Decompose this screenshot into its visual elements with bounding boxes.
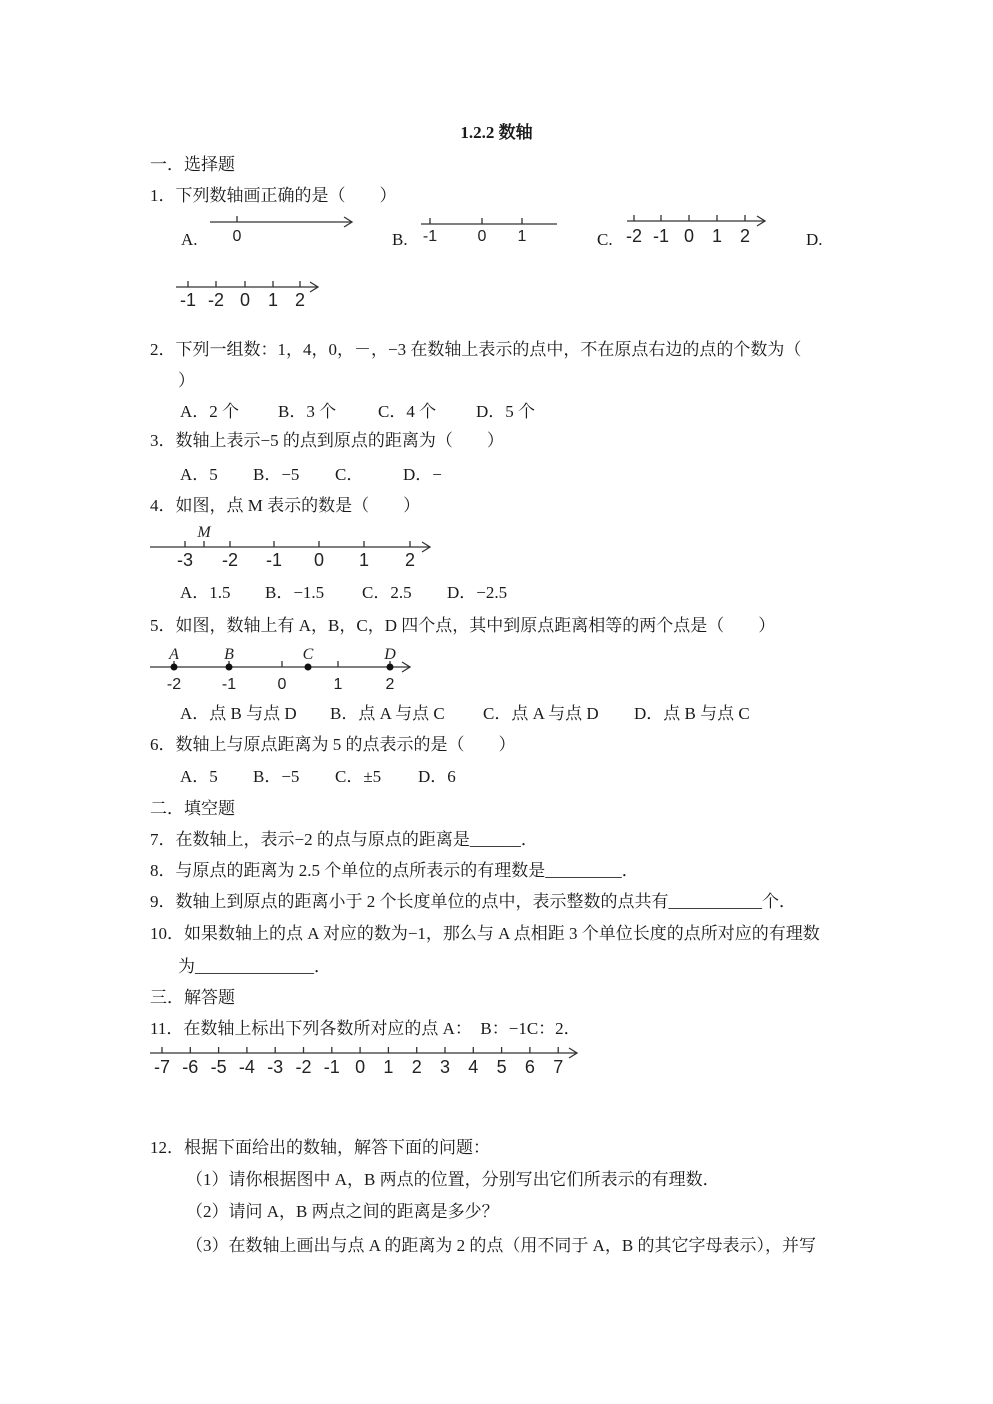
tick-label: -2	[625, 226, 643, 246]
tick-label: 0	[355, 1057, 366, 1077]
question-3-option-d: D．−	[403, 465, 442, 484]
tick-label: 0	[239, 290, 251, 310]
tick-label: 0	[477, 228, 487, 245]
question-4-stem: 4．如图，点 M 表示的数是（ ）	[150, 496, 421, 515]
tick-label: 1	[333, 676, 343, 693]
question-3-stem: 3．数轴上表示−5 的点到原点的距离为（ ）	[150, 431, 504, 450]
q5-number-line	[145, 640, 417, 694]
q1-number-line-d	[170, 270, 325, 312]
tick-label: 1	[358, 550, 370, 570]
question-4-option-c: C．2.5	[362, 583, 412, 602]
point-b-dot	[226, 664, 233, 671]
question-2-stem-continued: ）	[178, 371, 195, 390]
page-title: 1.2.2 数轴	[460, 123, 533, 142]
question-11-stem: 11．在数轴上标出下列各数所对应的点 A： B：−1C：2．	[150, 1019, 581, 1038]
question-3-option-a: A．5	[180, 465, 218, 484]
tick-label: 1	[711, 226, 723, 246]
tick-label: -1	[422, 228, 438, 245]
question-6-option-a: A．5	[180, 767, 218, 786]
tick-label: -5	[210, 1057, 227, 1077]
tick-label: 3	[439, 1057, 451, 1077]
question-10-stem: 10．如果数轴上的点 A 对应的数为−1，那么与 A 点相距 3 个单位长度的点所对应的有理数	[150, 924, 820, 943]
tick-label: 2	[739, 226, 751, 246]
question-6-stem: 6．数轴上与原点距离为 5 的点表示的是（ ）	[150, 735, 516, 754]
tick-label: -7	[153, 1057, 171, 1077]
tick-label: 1	[383, 1057, 394, 1077]
question-1-option-a: A.	[181, 230, 198, 249]
point-a-label: A	[169, 646, 179, 663]
question-12-part-3: （3）在数轴上画出与点 A 的距离为 2 的点（用不同于 A，B 的其它字母表示），并写	[186, 1236, 816, 1255]
question-5-option-b: B．点 A 与点 C	[330, 704, 445, 723]
tick-label: 2	[294, 290, 306, 310]
tick-label: -1	[323, 1057, 340, 1077]
tick-label: 6	[524, 1057, 535, 1077]
question-12-stem: 12．根据下面给出的数轴，解答下面的问题：	[150, 1138, 490, 1157]
question-2-option-c: C．4 个	[378, 402, 437, 421]
point-c-label: C	[302, 646, 314, 663]
tick-label: -1	[179, 290, 197, 310]
tick-label: 5	[496, 1057, 507, 1077]
q1-number-line-b	[415, 205, 565, 247]
question-8: 8．与原点的距离为 2.5 个单位的点所表示的有理数是_________．	[150, 861, 639, 880]
question-1-option-d: D.	[806, 230, 823, 249]
section-heading-fill-in: 二．填空题	[150, 799, 235, 818]
q11-number-line	[145, 1040, 585, 1080]
point-c-dot	[305, 664, 312, 671]
question-2-option-a: A．2 个	[180, 402, 240, 421]
question-5-option-a: A．点 B 与点 D	[180, 704, 297, 723]
tick-label: 2	[385, 676, 395, 693]
point-a-dot	[171, 664, 178, 671]
question-2-option-b: B．3 个	[278, 402, 337, 421]
question-4-option-a: A．1.5	[180, 583, 231, 602]
tick-label: -1	[652, 226, 670, 246]
question-12-part-2: （2）请问 A，B 两点之间的距离是多少？	[186, 1202, 499, 1221]
q4-number-line	[145, 520, 437, 572]
tick-label: 2	[404, 550, 416, 570]
point-d-label: D	[384, 646, 396, 663]
tick-label: 1	[267, 290, 279, 310]
tick-label: -4	[238, 1057, 255, 1077]
question-3-option-b: B．−5	[253, 465, 300, 484]
question-2-stem: 2．下列一组数：1，4，0，－，−3 在数轴上表示的点中，不在原点右边的点的个数为（	[150, 340, 802, 359]
question-1-stem: 1．下列数轴画正确的是（ ）	[150, 186, 397, 205]
question-4-option-d: D．−2.5	[447, 583, 508, 602]
tick-label: 0	[313, 550, 325, 570]
tick-label: -1	[221, 676, 237, 693]
tick-label: 1	[517, 228, 527, 245]
tick-label: 2	[411, 1057, 422, 1077]
question-6-option-b: B．−5	[253, 767, 300, 786]
tick-label: 4	[468, 1057, 479, 1077]
section-heading-solve: 三．解答题	[150, 988, 235, 1007]
question-4-option-b: B．−1.5	[265, 583, 325, 602]
point-m-label: M	[197, 524, 211, 541]
question-3-option-c: C．	[335, 465, 364, 484]
question-12-part-1: （1）请你根据图中 A，B 两点的位置，分别写出它们所表示的有理数．	[186, 1170, 720, 1189]
point-d-dot	[387, 664, 394, 671]
tick-label: -6	[182, 1057, 199, 1077]
question-6-option-c: C．±5	[335, 767, 382, 786]
tick-label: -2	[207, 290, 225, 310]
question-5-option-c: C．点 A 与点 D	[483, 704, 599, 723]
question-2-option-d: D．5 个	[476, 402, 536, 421]
question-7: 7．在数轴上，表示−2 的点与原点的距离是______．	[150, 830, 538, 849]
tick-label: -2	[166, 676, 182, 693]
tick-label: 0	[232, 228, 242, 245]
question-1-option-b: B.	[392, 230, 408, 249]
question-5-stem: 5．如图，数轴上有 A，B，C，D 四个点，其中到原点距离相等的两个点是（ ）	[150, 616, 776, 635]
tick-label: -2	[295, 1057, 312, 1077]
tick-label: 0	[277, 676, 287, 693]
q1-number-line-a	[200, 205, 360, 247]
tick-label: -3	[176, 550, 194, 570]
question-10-stem-continued: 为______________．	[178, 957, 331, 976]
tick-label: 0	[683, 226, 695, 246]
question-6-option-d: D．6	[418, 767, 456, 786]
question-5-option-d: D．点 B 与点 C	[634, 704, 750, 723]
point-b-label: B	[224, 646, 234, 663]
tick-label: -1	[265, 550, 283, 570]
question-1-option-c: C.	[597, 230, 613, 249]
tick-label: -2	[221, 550, 239, 570]
tick-label: -3	[267, 1057, 284, 1077]
question-9: 9．数轴上到原点的距离小于 2 个长度单位的点中，表示整数的点共有___________个．	[150, 892, 796, 911]
q1-number-line-c	[620, 205, 775, 250]
section-heading-choice: 一．选择题	[150, 155, 235, 174]
tick-label: 7	[553, 1057, 564, 1077]
